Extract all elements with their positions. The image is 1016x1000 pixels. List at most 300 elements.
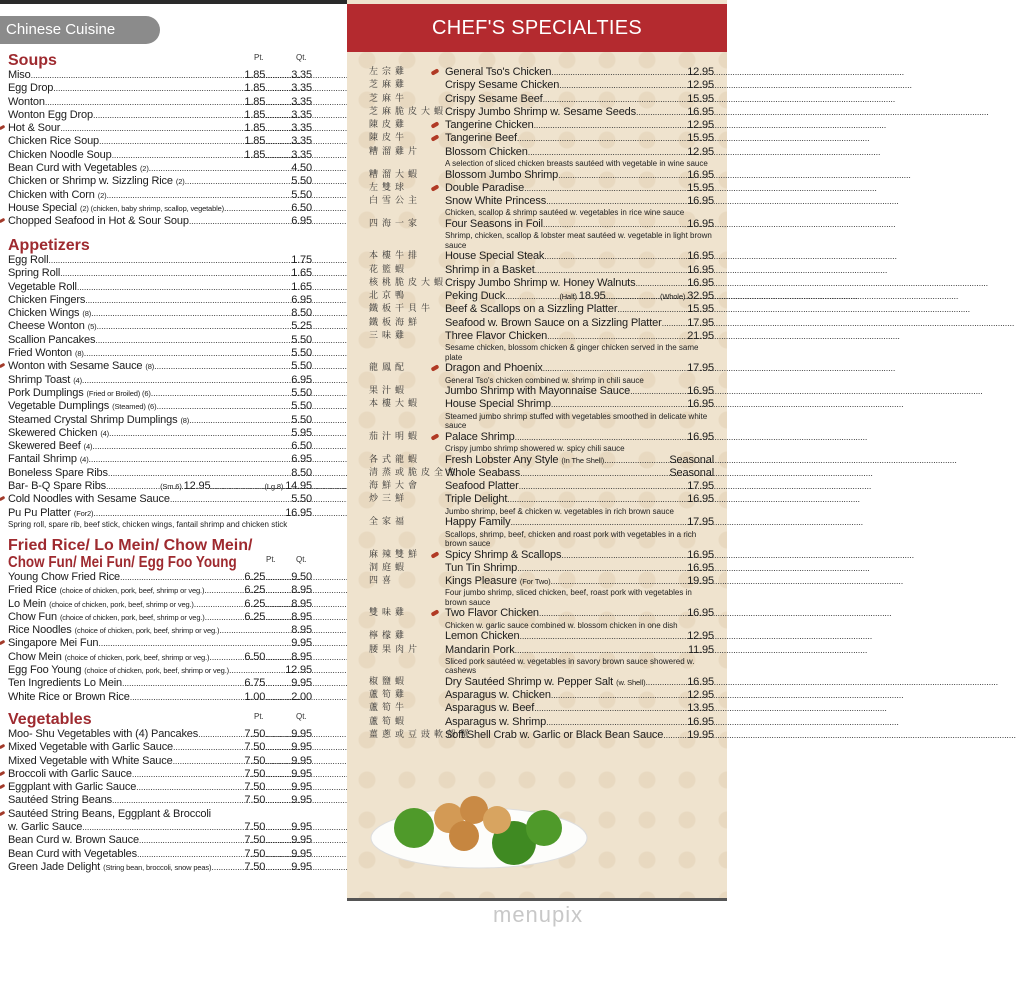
hot-pepper-icon [431, 68, 440, 75]
specialties-list [369, 66, 714, 742]
item-description: Scallops, shrimp, beef, chicken and roast pork with vegetables in a rich brown sauce [445, 529, 697, 549]
specialty-item [369, 689, 714, 702]
item-name: Fried Wonton [8, 347, 73, 360]
item-price: 8.50 [291, 307, 312, 320]
leader-dots [546, 716, 687, 729]
menu-item [8, 440, 312, 453]
item-name: Double Paradise [445, 181, 525, 194]
hot-pepper-icon [431, 121, 440, 128]
quart-price: 14.95 [285, 480, 312, 493]
spicy-icon [0, 784, 5, 790]
leader-dots [60, 267, 291, 280]
leader-dots [205, 611, 245, 624]
leader-dots [265, 848, 291, 861]
item-note: (choice of chicken, pork, beef, shrimp or veg.) [84, 666, 229, 676]
menu-item [8, 493, 312, 506]
price-label: (Sm.6) [160, 482, 182, 492]
item-name: House Special Shrimp [445, 398, 551, 411]
leader-dots [45, 96, 245, 109]
leader-dots [507, 493, 687, 506]
item-note: (2) (chicken, baby shrimp, scallop, vegetable) [79, 203, 224, 213]
item-name: Fried Rice [8, 584, 57, 597]
leader-dots [130, 691, 245, 704]
leader-dots [524, 182, 687, 195]
pint-price: 18.95 [578, 290, 606, 303]
leader-dots [265, 794, 291, 807]
item-name: Tangerine Chicken [445, 119, 534, 132]
specialty-item [369, 716, 714, 729]
item-price: 5.50 [291, 493, 312, 506]
menu-item [8, 598, 312, 611]
leader-dots [528, 146, 687, 159]
leader-dots [53, 82, 244, 95]
pint-price: 1.85 [244, 95, 266, 108]
quart-price: 9.95 [291, 847, 312, 860]
leader-dots [265, 122, 291, 135]
item-name: Beef & Scallops on a Sizzling Platter [445, 303, 618, 316]
leader-dots [265, 741, 291, 754]
pint-price: 7.50 [244, 860, 266, 873]
item-note: (choice of chicken, pork, beef, shrimp or veg.) [64, 652, 210, 662]
leader-dots [519, 480, 688, 493]
specialty-item [369, 467, 714, 480]
menu-item [445, 218, 714, 231]
leader-dots [604, 454, 669, 467]
cuisine-label: Chinese Cuisine [0, 16, 160, 44]
item-description: General Tso's chicken combined w. shrimp in chili sauce [445, 375, 644, 385]
item-name: Chicken Fingers [8, 293, 86, 306]
item-price: 13.95 [687, 702, 714, 715]
price-label: (Lg.8) [264, 482, 284, 492]
specialty-item [369, 79, 714, 92]
specialty-item [369, 607, 714, 630]
item-name: Mandarin Pork [445, 643, 515, 656]
item-price: 6.95 [291, 215, 312, 228]
item-price: 5.50 [291, 175, 312, 188]
menu-item [445, 277, 714, 290]
item-name: Chow Fun [8, 610, 57, 623]
item-price: 16.95 [687, 385, 714, 398]
item-description: Chicken w. garlic sauce combined w. blossom chicken in one dish [445, 620, 678, 630]
leader-dots [265, 584, 291, 597]
leader-dots [198, 728, 244, 741]
specialty-item [369, 385, 714, 398]
menu-item [445, 250, 714, 263]
menu-section [8, 52, 312, 229]
item-price: 6.50 [291, 201, 312, 214]
item-note: (For Two) [519, 577, 551, 587]
pint-price: 1.85 [244, 69, 266, 81]
item-name: Asparagus w. Shrimp [445, 715, 547, 728]
item-name: Skewered Chicken [8, 426, 98, 439]
section-title-text: Chow Fun/ Mei Fun/ Egg Foo Young [8, 554, 237, 571]
section-title [8, 711, 312, 728]
specialty-item [369, 146, 714, 169]
item-price: 19.95 [687, 575, 714, 588]
chinese-name: 芝麻雞 [369, 80, 409, 91]
quart-price: 8.95 [291, 584, 312, 597]
chinese-name: 茄汁明蝦 [369, 431, 422, 442]
specialty-item [369, 66, 714, 79]
menu-item [8, 755, 312, 768]
item-name: Lemon Chicken [445, 630, 520, 643]
item-note: (4) [79, 455, 89, 465]
item-name: Lo Mein [8, 597, 47, 610]
item-name: Dragon and Phoenix [445, 362, 543, 375]
item-name: Boneless Spare Ribs [8, 466, 108, 479]
item-name: Kings Pleasure [445, 575, 517, 588]
item-name: Sautéed String Beans, Eggplant & Broccoli [8, 807, 211, 820]
menu-item [445, 676, 714, 689]
item-name: Miso [8, 69, 31, 81]
item-price: 1.75 [291, 254, 312, 266]
leader-dots [194, 598, 245, 611]
specialty-item [369, 290, 714, 303]
chinese-name: 芝麻脆皮大蝦 [369, 106, 448, 117]
menu-item [8, 480, 312, 493]
item-name: Cold Noodles with Sesame Sauce [8, 493, 170, 506]
item-price: 12.95 [687, 66, 714, 78]
menu-item [445, 630, 714, 643]
leader-dots [630, 385, 687, 398]
item-price: 16.95 [687, 493, 714, 506]
menu-item [8, 741, 312, 754]
item-note: (w. Shell) [616, 677, 646, 687]
item-name: Pu Pu Platter [8, 506, 71, 519]
item-name: Crispy Jumbo Shrimp w. Honey Walnuts [445, 276, 636, 289]
item-note: (8) [145, 362, 155, 372]
chinese-name: 花籃蝦 [369, 264, 409, 275]
item-name: Sautéed String Beans [8, 794, 113, 807]
item-price: 16.95 [687, 675, 714, 688]
spicy-icon [0, 496, 5, 502]
item-name: Pork Dumplings [8, 386, 84, 399]
quart-price: 9.95 [291, 860, 312, 873]
pint-price: 7.50 [244, 781, 266, 794]
dish-photo [369, 788, 589, 874]
chinese-name: 各式龍蝦 [369, 454, 422, 465]
item-price: 17.95 [687, 316, 714, 329]
chinese-name: 全家福 [369, 517, 409, 528]
item-price: 1.65 [291, 267, 312, 280]
menu-item [8, 294, 312, 307]
leader-dots [663, 729, 687, 742]
quart-header: Qt. [296, 712, 307, 721]
leader-dots [544, 250, 687, 263]
item-price: 21.95 [687, 330, 714, 343]
item-name: Mixed Vegetable with Garlic Sauce [8, 741, 174, 754]
leader-dots [265, 861, 291, 874]
leader-dots [265, 571, 291, 584]
item-name: Spring Roll [8, 267, 61, 280]
specialty-item [369, 431, 714, 454]
item-description: A selection of sliced chicken breasts sautéed with vegetable in wine sauce [445, 159, 708, 169]
item-name: Egg Foo Young [8, 664, 82, 677]
page-bottom-edge [347, 898, 727, 901]
item-price: 12.95 [687, 630, 714, 643]
quart-price: 9.95 [291, 794, 312, 807]
menu-item [8, 808, 312, 821]
specialty-item [369, 480, 714, 493]
pint-price: 1.00 [244, 690, 266, 703]
leader-dots [662, 317, 688, 330]
leader-dots [120, 571, 244, 584]
item-name: Moo- Shu Vegetables with (4) Pancakes [8, 728, 199, 740]
item-name: Seafood w. Brown Sauce on a Sizzling Platter [445, 316, 662, 329]
chinese-name: 鐵板干貝牛 [369, 304, 435, 315]
chinese-name: 陳皮雞 [369, 120, 409, 131]
spicy-icon [0, 640, 5, 646]
item-name: Soft Shell Crab w. Garlic or Black Bean Sauce [445, 728, 664, 741]
chinese-name: 龍鳳配 [369, 363, 409, 374]
specialty-item [369, 549, 714, 562]
menu-item [445, 385, 714, 398]
quart-price: 9.95 [291, 754, 312, 767]
menu-item [8, 861, 312, 874]
item-description: Four jumbo shrimp, sliced chicken, beef, roast pork with vegetables in brown sauce [445, 588, 692, 607]
item-name: Crispy Jumbo Shrimp w. Sesame Seeds [445, 105, 636, 118]
menu-item [8, 96, 312, 109]
leader-dots [96, 320, 291, 333]
menu-item [445, 264, 714, 277]
leader-dots [510, 516, 687, 529]
menu-item [8, 414, 312, 427]
item-price: 6.50 [291, 440, 312, 453]
item-name: Tun Tin Shrimp [445, 561, 518, 574]
section-title-line: Appetizers [8, 237, 90, 254]
item-price: 5.50 [291, 360, 312, 373]
leader-dots [229, 664, 285, 677]
item-note: (Fried or Broiled) (6) [86, 388, 151, 398]
item-price: 16.95 [687, 430, 714, 443]
item-note: (2) [139, 164, 149, 174]
item-name: Bar- B-Q Spare Ribs [8, 480, 107, 493]
item-price: 17.95 [687, 362, 714, 375]
item-name: Vegetable Roll [8, 280, 77, 293]
menu-item [8, 453, 312, 466]
item-name: Triple Delight [445, 493, 508, 506]
item-name: Bean Curd with Vegetables [8, 847, 137, 860]
specialties-banner: CHEF'S SPECIALTIES [347, 4, 727, 52]
menu-item [8, 571, 312, 584]
menu-item [8, 387, 312, 400]
item-price: 11.95 [688, 643, 714, 656]
menu-section [8, 711, 312, 874]
chinese-name: 本樓大蝦 [369, 399, 422, 410]
chinese-name: 椒鹽蝦 [369, 676, 409, 687]
menu-item [445, 493, 714, 506]
broccoli [526, 810, 562, 846]
leader-dots [136, 781, 244, 794]
item-note: (2) [175, 177, 185, 187]
chinese-name: 左宗雞 [369, 67, 409, 77]
menu-item [8, 202, 312, 215]
leader-dots [93, 507, 285, 520]
hot-pepper-icon [431, 365, 440, 372]
specialty-item [369, 119, 714, 132]
section-title-line: Vegetables [8, 711, 92, 728]
specialty-item [369, 516, 714, 548]
menu-item [445, 607, 714, 620]
menu-item [8, 175, 312, 188]
item-name: Vegetable Dumplings [8, 400, 110, 413]
pint-price: 7.50 [244, 728, 266, 740]
menu-item [8, 320, 312, 333]
quart-price: 9.95 [291, 767, 312, 780]
menu-item [445, 480, 714, 493]
menu-item [8, 281, 312, 294]
item-note: (choice of chicken, pork, beef, shrimp or veg.) [59, 612, 205, 622]
leader-dots [265, 651, 291, 664]
item-price: 16.95 [687, 548, 714, 561]
menu-item [8, 834, 312, 847]
item-note: (String bean, broccoli, snow peas) [103, 862, 212, 872]
chinese-name: 麻辣雙鮮 [369, 549, 422, 560]
item-description: Sesame chicken, blossom chicken & ginger chicken served in the same plate [445, 343, 699, 362]
menu-item [445, 330, 714, 343]
item-name: Spicy Shrimp & Scallops [445, 548, 562, 561]
leader-dots [189, 215, 291, 228]
item-note: (choice of chicken, pork, beef, shrimp or veg.) [49, 599, 194, 609]
leader-dots [520, 467, 669, 480]
item-note: (In The Shell) [561, 455, 605, 465]
pint-price: 7.50 [244, 834, 266, 847]
specialty-item [369, 362, 714, 385]
item-name: Chicken Wings [8, 307, 80, 320]
item-price: 8.50 [291, 466, 312, 479]
specialty-item [369, 317, 714, 330]
leader-dots [606, 290, 658, 303]
item-name: Broccoli with Garlic Sauce [8, 767, 132, 780]
pint-price: 6.75 [244, 677, 266, 690]
specialty-item [369, 330, 714, 362]
quart-price: 3.35 [291, 108, 312, 121]
menu-item [8, 427, 312, 440]
leader-dots [170, 493, 291, 506]
item-name: Chicken Rice Soup [8, 135, 99, 148]
item-name: Crispy Sesame Chicken [445, 79, 560, 92]
leader-dots [265, 728, 291, 741]
chinese-name: 蘆筍雞 [369, 690, 409, 701]
item-name: Dry Sautéed Shrimp w. Pepper Salt [445, 675, 614, 688]
item-name: Whole Seabass [445, 466, 521, 479]
menu-item [445, 716, 714, 729]
item-name: Bean Curd with Vegetables [8, 162, 137, 175]
leader-dots [91, 307, 291, 320]
menu-item [8, 821, 312, 834]
menu-item [445, 362, 714, 375]
leader-dots [139, 834, 244, 847]
item-note: (5) [87, 322, 97, 332]
leader-dots [93, 109, 244, 122]
item-name: Blossom Jumbo Shrimp [445, 168, 559, 181]
leader-dots [89, 453, 292, 466]
spicy-icon [0, 744, 5, 750]
item-description: Crispy jumbo shrimp showered w. spicy chili sauce [445, 444, 625, 454]
chinese-name: 北京鴨 [369, 291, 409, 302]
leader-dots [265, 69, 291, 82]
menu-section [8, 537, 312, 704]
leader-dots [265, 598, 291, 611]
hot-pepper-icon [431, 551, 440, 558]
leader-dots [559, 79, 687, 92]
menu-item [8, 109, 312, 122]
menu-item [445, 516, 714, 529]
leader-dots [265, 781, 291, 794]
menu-item [8, 254, 312, 267]
menu-item [8, 189, 312, 202]
section-title [8, 537, 312, 571]
menu-item [8, 651, 312, 664]
item-name: Chopped Seafood in Hot & Sour Soup [8, 215, 189, 228]
leader-dots [109, 427, 291, 440]
pint-header: Pt. [266, 555, 276, 564]
leader-dots [82, 374, 291, 387]
item-name: Egg Drop [8, 82, 54, 95]
item-name: Crispy Sesame Beef [445, 92, 543, 105]
item-name: Wonton [8, 95, 45, 108]
leader-dots [156, 400, 291, 413]
item-description: Sliced pork sautéed w. vegetables in savory brown sauce showered w. cashews [445, 656, 695, 676]
menu-item [445, 454, 714, 467]
chinese-name: 蘆筍牛 [369, 703, 409, 714]
item-name: House Special [8, 201, 77, 214]
menu-item [445, 689, 714, 702]
item-price: 15.95 [687, 303, 714, 316]
item-note: (choice of chicken, pork, beef, shrimp or veg.) [74, 626, 220, 636]
menu-item [445, 702, 714, 715]
chinese-name: 海鮮大會 [369, 481, 422, 492]
menu-item [445, 132, 714, 145]
item-price: 16.95 [687, 168, 714, 181]
pint-header: Pt. [254, 53, 264, 62]
item-price: 5.50 [291, 333, 312, 346]
menu-item [445, 182, 714, 195]
hot-pepper-icon [431, 135, 440, 142]
specialty-item [369, 398, 714, 430]
quart-price: 8.95 [291, 610, 312, 623]
leader-dots [31, 69, 245, 82]
item-note: (For2) [73, 508, 94, 518]
spicy-icon [0, 218, 5, 224]
leader-dots [515, 644, 688, 657]
leader-dots [265, 755, 291, 768]
quart-price: 9.95 [291, 781, 312, 794]
item-name: Egg Roll [8, 254, 49, 266]
item-name: Bean Curd w. Brown Sauce [8, 834, 139, 847]
item-price: 16.95 [687, 561, 714, 574]
leader-dots [265, 611, 291, 624]
spicy-icon [0, 125, 5, 131]
pint-price: 6.25 [244, 584, 266, 597]
quart-price: 3.35 [291, 69, 312, 81]
pint-header: Pt. [254, 712, 264, 721]
leader-dots [122, 677, 244, 690]
leader-dots [558, 169, 687, 182]
menu-item [8, 347, 312, 360]
menu-item [8, 122, 312, 135]
item-name: Fantail Shrimp [8, 453, 77, 466]
leader-dots [265, 82, 291, 95]
item-note: (4) [73, 375, 82, 385]
specialty-item [369, 676, 714, 689]
menu-item [8, 374, 312, 387]
menu-item [8, 360, 312, 373]
menu-item [8, 69, 312, 82]
menu-item [8, 507, 312, 520]
quart-price: 3.35 [291, 82, 312, 95]
menu-item [445, 575, 714, 588]
